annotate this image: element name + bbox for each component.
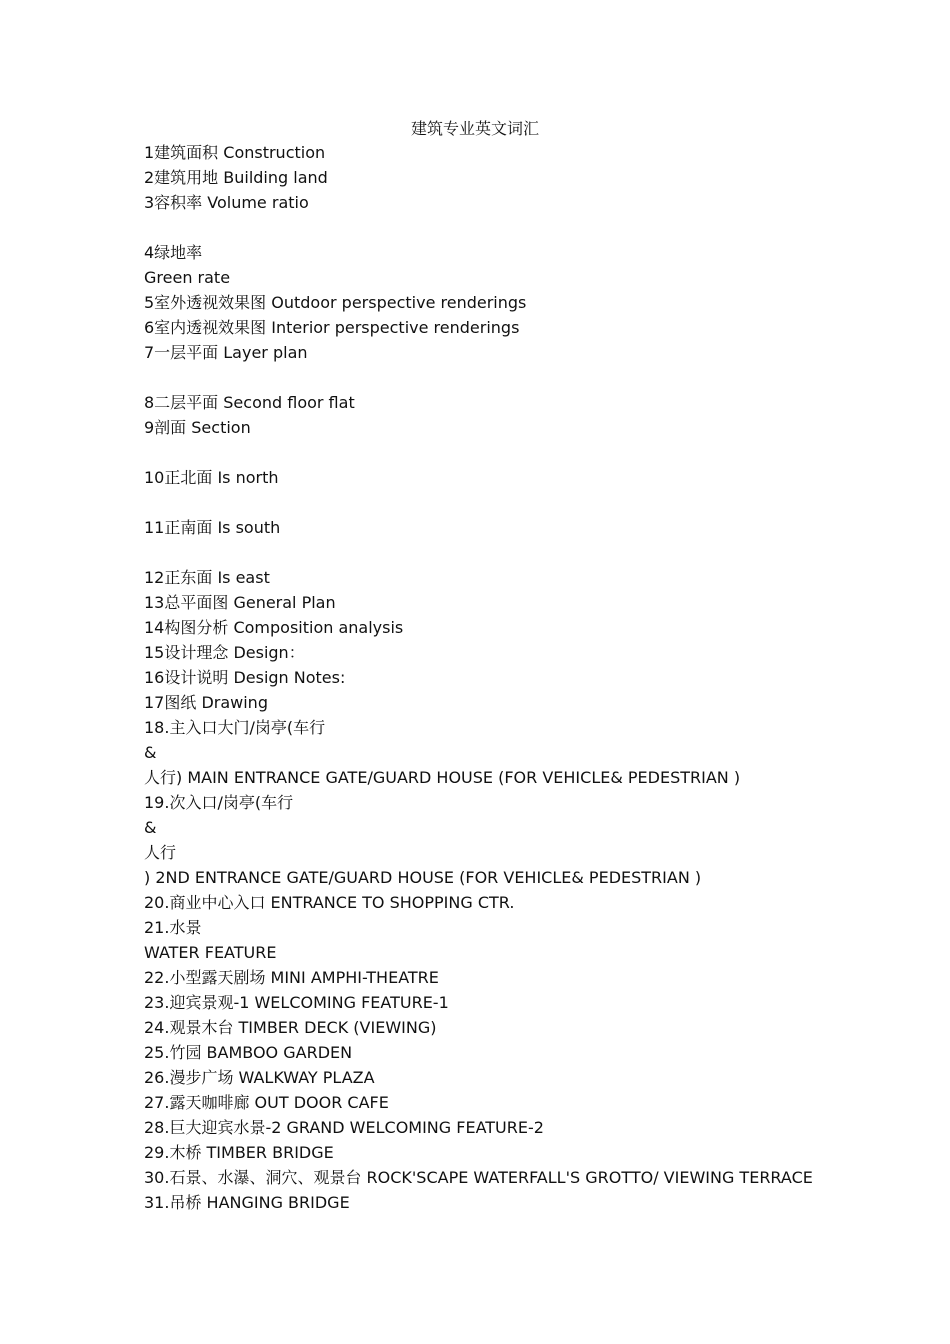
list-item: 人行 [144,843,177,862]
list-item: 2建筑用地 Building land [144,168,328,187]
vocabulary-list [144,140,924,1215]
list-item: 21.水景 [144,918,202,937]
list-item: 19.次入口/岗亭(车行 [144,793,294,812]
list-item: 20.商业中心入口 ENTRANCE TO SHOPPING CTR. [144,893,515,912]
list-item: 12正东面 Is east [144,568,270,587]
list-item: 24.观景木台 TIMBER DECK (VIEWING) [144,1018,437,1037]
list-item: 15设计理念 Design： [144,643,305,662]
list-item: WATER FEATURE [144,943,277,962]
list-item: 4绿地率 [144,243,203,262]
blank-line [144,365,924,390]
blank-line [144,215,924,240]
list-item: 16设计说明 Design Notes: [144,668,346,687]
document-title: 建筑专业英文词汇 [410,119,539,138]
list-item: Green rate [144,268,231,287]
list-item: 27.露天咖啡廊 OUT DOOR CAFE [144,1093,389,1112]
list-item: 14构图分析 Composition analysis [144,618,404,637]
list-item: 29.木桥 TIMBER BRIDGE [144,1143,334,1162]
list-item: 26.漫步广场 WALKWAY PLAZA [144,1068,375,1087]
list-item: 11正南面 Is south [144,518,281,537]
list-item: 5室外透视效果图 Outdoor perspective renderings [144,293,527,312]
list-item: 23.迎宾景观-1 WELCOMING FEATURE-1 [144,993,449,1012]
list-item: 17图纸 Drawing [144,693,268,712]
list-item: ) 2ND ENTRANCE GATE/GUARD HOUSE (FOR VEHICLE& PEDESTRIAN ) [144,868,702,887]
list-item: 人行) MAIN ENTRANCE GATE/GUARD HOUSE (FOR VEHICLE& PEDESTRIAN ) [144,768,741,787]
list-item: 6室内透视效果图 Interior perspective renderings [144,318,520,337]
list-item: 10正北面 Is north [144,468,279,487]
list-item: 30.石景、水瀑、洞穴、观景台 ROCK'SCAPE WATERFALL'S GROTTO/ VIEWING TERRACE [144,1168,813,1187]
list-item: & [144,743,157,762]
list-item: 7一层平面 Layer plan [144,343,308,362]
list-item: 13总平面图 General Plan [144,593,336,612]
list-item: 22.小型露天剧场 MINI AMPHI-THEATRE [144,968,439,987]
list-item: 9剖面 Section [144,418,251,437]
list-item: 18.主入口大门/岗亭(车行 [144,718,326,737]
list-item: 31.吊桥 HANGING BRIDGE [144,1193,350,1212]
blank-line [144,490,924,515]
list-item: & [144,818,157,837]
list-item: 28.巨大迎宾水景-2 GRAND WELCOMING FEATURE-2 [144,1118,544,1137]
list-item: 3容积率 Volume ratio [144,193,309,212]
list-item: 8二层平面 Second floor flat [144,393,355,412]
list-item: 25.竹园 BAMBOO GARDEN [144,1043,353,1062]
blank-line [144,440,924,465]
blank-line [144,540,924,565]
list-item: 1建筑面积 Construction [144,143,326,162]
